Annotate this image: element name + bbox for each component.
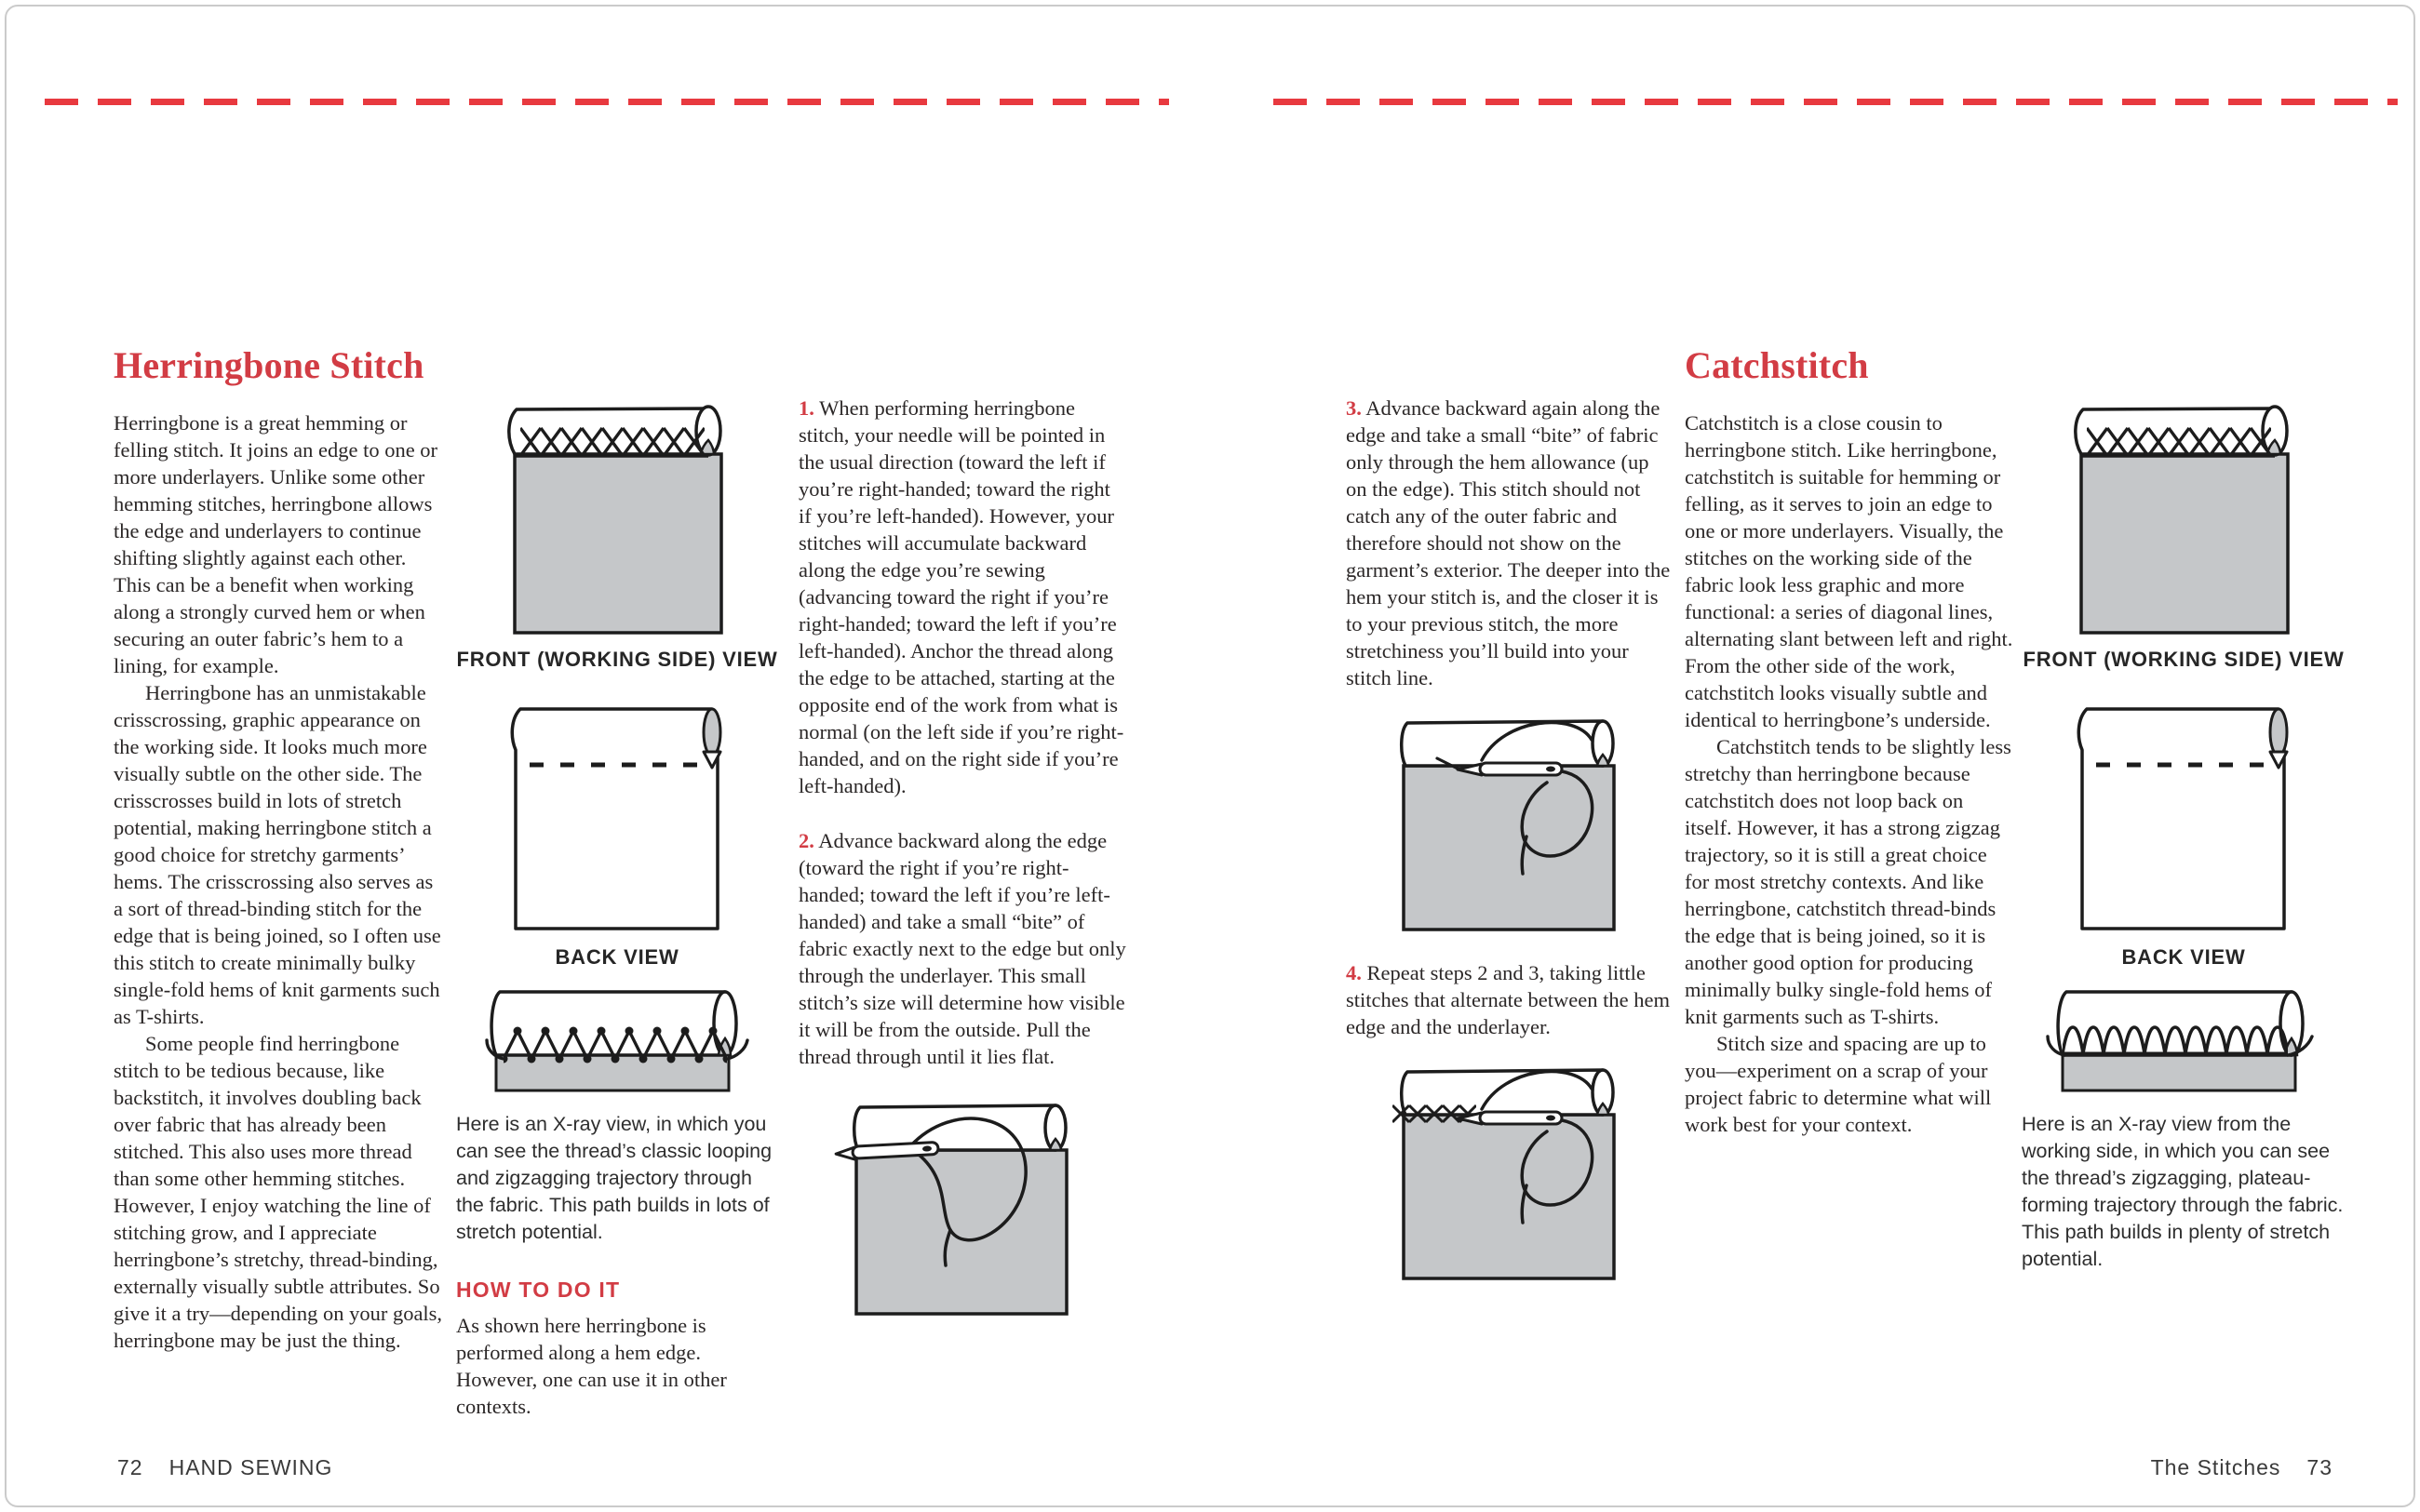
herringbone-figures-column: [456, 395, 778, 1420]
step-2-figure: [799, 1098, 1126, 1321]
herringbone-paragraph-1: Herringbone is a great hemming or felling stitch. It joins an edge to one or more underlayers. Unlike some other hemming stitches, herringbone allows the edge and underlayers to continue shifting slightly against each other. This can be a benefit when working along a strongly curved hem or when securing an outer fabric’s hem to a lining, for example.: [114, 411, 438, 677]
herringbone-xray-caption: Here is an X-ray view, in which you can see the thread’s classic looping and zigzagging trajectory through the fabric. This path builds in lots of stretch potential.: [456, 1113, 773, 1243]
step-1: [799, 395, 1126, 799]
fabric-back-illustration: [2066, 696, 2301, 938]
step-1-number: 1.: [799, 396, 814, 420]
catchstitch-paragraph-2: Catchstitch tends to be slightly less stretchy than herringbone because catchstitch does not loop back on itself. However, it has a strong zigzag trajectory, so it is still a great choice for most stretchy contexts. And like herringbone, catchstitch thread-binds the edge that is being joined, so it is another good option for producing minimally bulky single-fold hems of knit garments such as T-shirts.: [1685, 735, 2011, 1028]
fabric-front-illustration: [500, 395, 734, 640]
dashed-rule-left-page: [45, 99, 1169, 105]
catchstitch-xray-figure: [2022, 983, 2346, 1096]
front-view-label: FRONT (WORKING SIDE) VIEW: [456, 648, 778, 671]
herringbone-back-view-figure: [456, 696, 778, 938]
step-2-text: Advance backward along the edge (toward the right if you’re right-handed; toward the left if you’re left-handed) and take a small “bite” of fabric exactly next to the edge but only through the underlayer. This small stitch’s size will determine how visible it will be from the outside. Pull the thread through until it lies flat.: [799, 829, 1126, 1068]
catchstitch-paragraph-1: Catchstitch is a close cousin to herringbone stitch. Like herringbone, catchstitch is suitable for hemming or felling, as it serves to join an edge to one or more underlayers. Visually, the stitches on the working side of the fabric look less graphic and more functional: a series of diagonal lines, alternating slant between left and right. From the other side of the work, catchstitch looks visually subtle and identical to herringbone’s underside.: [1685, 411, 2013, 731]
step-1-text: When performing herringbone stitch, your needle will be pointed in the usual direction (toward the left if you’re right-handed; toward the right if you’re left-handed). However, your stitches will accumulate backward along the edge you’re sewing (advancing toward the right if you’re right-handed; toward the left if you’re left-handed). Anchor the thread along the edge to be attached, starting at the opposite end of the work from what is normal (on the left side if you’re right-handed, and on the right side if you’re left-handed).: [799, 396, 1124, 797]
xray-illustration: [476, 983, 759, 1096]
fabric-panel: [512, 709, 718, 929]
needle-and-thread-illustration: [1392, 1063, 1627, 1286]
footer-left: [117, 1455, 332, 1480]
how-to-text: As shown here herringbone is performed along a hem edge. However, one can use it in other contexts.: [456, 1314, 727, 1418]
catchstitch-intro-column: [1685, 346, 2014, 1138]
needle-eye: [1546, 1116, 1555, 1121]
herringbone-paragraph-2: Herringbone has an unmistakable crisscrossing, graphic appearance on the working side. It looks much more visually subtle on the other side. The crisscrosses build in lots of stretch potential, making herringbone stitch a good choice for stretchy garments’ hems. The crisscrossing also serves as a sort of thread-binding stitch for the edge that is being joined, so I often use this stitch to create minimally bulky single-fold hems of knit garments such as T-shirts.: [114, 681, 441, 1028]
herringbone-intro-column: [114, 346, 443, 1354]
catchstitch-front-view-figure: [2022, 395, 2346, 640]
dashed-rule-right-page: [1273, 99, 2398, 105]
hem-roll-end: [704, 709, 720, 756]
steps-column-2: [1346, 395, 1674, 1286]
needle-eye: [1546, 767, 1555, 772]
left-page-number: 72: [117, 1455, 143, 1479]
fabric-panel: [2078, 709, 2284, 929]
fabric-panel: [515, 454, 721, 633]
left-section-title: HAND SEWING: [168, 1455, 333, 1479]
catchstitch-paragraph-3: Stitch size and spacing are up to you—experiment on a scrap of your project fabric to determine what will work best for your context.: [1685, 1032, 1992, 1136]
hem-roll-end: [2270, 709, 2287, 756]
steps-column-1: [799, 395, 1126, 1321]
herringbone-title: Herringbone Stitch: [114, 344, 424, 386]
needle-and-thread-illustration: [845, 1098, 1080, 1321]
xray-illustration: [2042, 983, 2325, 1096]
fabric-panel: [2081, 454, 2288, 633]
step-3-figure: [1346, 714, 1674, 937]
fabric-back-illustration: [500, 696, 734, 938]
fabric-strip: [2063, 1055, 2295, 1091]
herringbone-stitches: [520, 426, 705, 458]
fabric-panel: [1404, 1115, 1614, 1278]
step-2: [799, 827, 1126, 1070]
needle-and-thread-illustration: [1392, 714, 1627, 937]
herringbone-front-view-figure: [456, 395, 778, 640]
fabric-panel: [1404, 766, 1614, 930]
right-section-title: The Stitches: [2150, 1455, 2281, 1479]
step-2-number: 2.: [799, 829, 814, 852]
how-to-heading: HOW TO DO IT: [456, 1278, 621, 1302]
catchstitch-back-view-figure: [2022, 696, 2346, 938]
catchstitch-xray-caption: Here is an X-ray view from the working side, in which you can see the thread’s zigzagging, plateau-forming trajectory through the fabric. This path builds in plenty of stretch potential.: [2022, 1113, 2344, 1270]
back-view-label: BACK VIEW: [2121, 945, 2246, 969]
hem-roll: [1402, 721, 1603, 766]
right-page-number: 73: [2306, 1455, 2333, 1479]
catchstitch-title: Catchstitch: [1685, 344, 1869, 386]
step-4-number: 4.: [1346, 961, 1362, 984]
front-view-label: FRONT (WORKING SIDE) VIEW: [2023, 648, 2345, 671]
step-3-text: Advance backward again along the edge and take a small “bite” of fabric only through the hem allowance (up on the edge). This stitch should not catch any of the outer fabric and therefore should not show on the garment’s exterior. The deeper into the hem your stitch is, and the closer it is to your previous stitch, the more stretchiness you’ll build into your stitch line.: [1346, 396, 1671, 689]
back-view-label: BACK VIEW: [555, 945, 679, 969]
step-4-figure: [1346, 1063, 1674, 1286]
herringbone-paragraph-3: Some people find herringbone stitch to be tedious because, like backstitch, it involves doubling back over fabric that has already been stitched. This also uses more thread than some other hemming stitches. However, I enjoy watching the line of stitching grow, and I appreciate herringbone’s stretchy, thread-binding, externally visually subtle attributes. So give it a try—depending on your goals, herringbone may be just the thing.: [114, 1032, 443, 1352]
catchstitch-figures-column: [2022, 395, 2346, 1273]
footer-right: [2151, 1455, 2333, 1480]
catchstitch-stitches: [2087, 426, 2271, 458]
step-4-text: Repeat steps 2 and 3, taking little stitches that alternate between the hem edge and the underlayer.: [1346, 961, 1670, 1038]
herringbone-xray-figure: [456, 983, 778, 1096]
zigzag-thread: [2063, 1020, 2288, 1057]
hem-roll: [854, 1105, 1055, 1150]
step-3-number: 3.: [1346, 396, 1362, 420]
step-4: [1346, 959, 1674, 1040]
looping-thread: [504, 1024, 727, 1064]
fabric-front-illustration: [2066, 395, 2301, 640]
step-3: [1346, 395, 1674, 691]
fabric-panel: [856, 1150, 1067, 1314]
